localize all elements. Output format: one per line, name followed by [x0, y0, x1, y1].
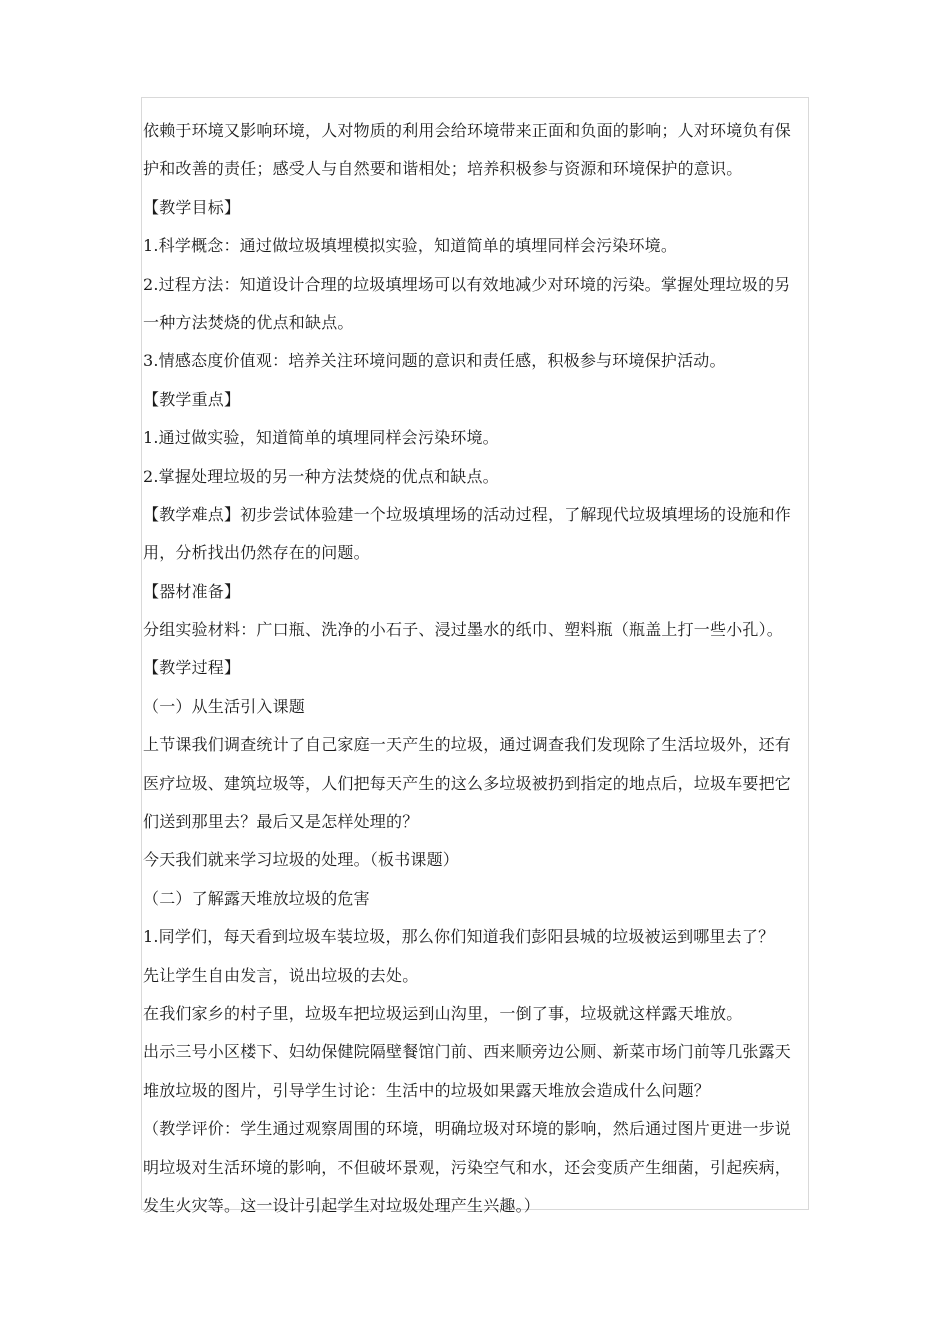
paragraph-line: 出示三号小区楼下、妇幼保健院隔壁餐馆门前、西来顺旁边公厕、新菜市场门前等几张露天 — [143, 1042, 792, 1062]
teaching-evaluation: 发生火灾等。这一设计引起学生对垃圾处理产生兴趣。） — [143, 1195, 541, 1215]
key-point-item: 1.通过做实验，知道简单的填埋同样会污染环境。 — [143, 428, 499, 448]
subheading-step-one: （一）从生活引入课题 — [143, 696, 306, 716]
paragraph-line: 今天我们就来学习垃圾的处理。（板书课题） — [143, 850, 460, 870]
paragraph-line: 医疗垃圾、建筑垃圾等，人们把每天产生的这么多垃圾被扔到指定的地点后，垃圾车要把它 — [143, 773, 792, 793]
section-heading-materials: 【器材准备】 — [143, 581, 241, 601]
paragraph-line: 依赖于环境又影响环境，人对物质的利用会给环境带来正面和负面的影响；人对环境负有保 — [143, 121, 792, 140]
goal-item: 1.科学概念：通过做垃圾填埋模拟实验，知道简单的填埋同样会污染环境。 — [143, 236, 678, 256]
goal-item-continued: 一种方法焚烧的优点和缺点。 — [143, 312, 354, 332]
paragraph-line: 在我们家乡的村子里，垃圾车把垃圾运到山沟里，一倒了事，垃圾就这样露天堆放。 — [143, 1003, 743, 1023]
goal-item: 2.过程方法：知道设计合理的垃圾填埋场可以有效地减少对环境的污染。掌握处理垃圾的另 — [143, 274, 791, 294]
document-body — [143, 112, 823, 1225]
key-point-item: 2.掌握处理垃圾的另一种方法焚烧的优点和缺点。 — [143, 466, 499, 486]
paragraph-line: 上节课我们调查统计了自己家庭一天产生的垃圾，通过调查我们发现除了生活垃圾外，还有 — [143, 735, 792, 755]
paragraph-line: 1.同学们，每天看到垃圾车装垃圾，那么你们知道我们彭阳县城的垃圾被运到哪里去了？ — [143, 927, 775, 947]
teaching-evaluation: （教学评价：学生通过观察周围的环境，明确垃圾对环境的影响，然后通过图片更进一步说 — [143, 1119, 792, 1139]
section-heading-teaching-goals: 【教学目标】 — [143, 197, 241, 217]
paragraph-line: 护和改善的责任；感受人与自然要和谐相处；培养积极参与资源和环境保护的意识。 — [143, 159, 743, 179]
teaching-evaluation: 明垃圾对生活环境的影响，不但破坏景观，污染空气和水，还会变质产生细菌，引起疾病， — [143, 1157, 792, 1177]
subheading-step-two: （二）了解露天堆放垃圾的危害 — [143, 888, 370, 908]
paragraph-line: 先让学生自由发言，说出垃圾的去处。 — [143, 965, 419, 985]
difficulty-continued: 用，分析找出仍然存在的问题。 — [143, 543, 370, 563]
paragraph-line: 堆放垃圾的图片，引导学生讨论：生活中的垃圾如果露天堆放会造成什么问题？ — [143, 1080, 711, 1100]
section-heading-key-points: 【教学重点】 — [143, 389, 241, 409]
section-heading-process: 【教学过程】 — [143, 658, 241, 678]
materials-list: 分组实验材料：广口瓶、洗净的小石子、浸过墨水的纸巾、塑料瓶（瓶盖上打一些小孔）。 — [143, 620, 784, 640]
goal-item: 3.情感态度价值观：培养关注环境问题的意识和责任感，积极参与环境保护活动。 — [143, 351, 726, 371]
section-heading-difficulty: 【教学难点】初步尝试体验建一个垃圾填埋场的活动过程，了解现代垃圾填埋场的设施和作 — [143, 504, 792, 524]
paragraph-line: 们送到那里去？最后又是怎样处理的？ — [143, 812, 419, 832]
